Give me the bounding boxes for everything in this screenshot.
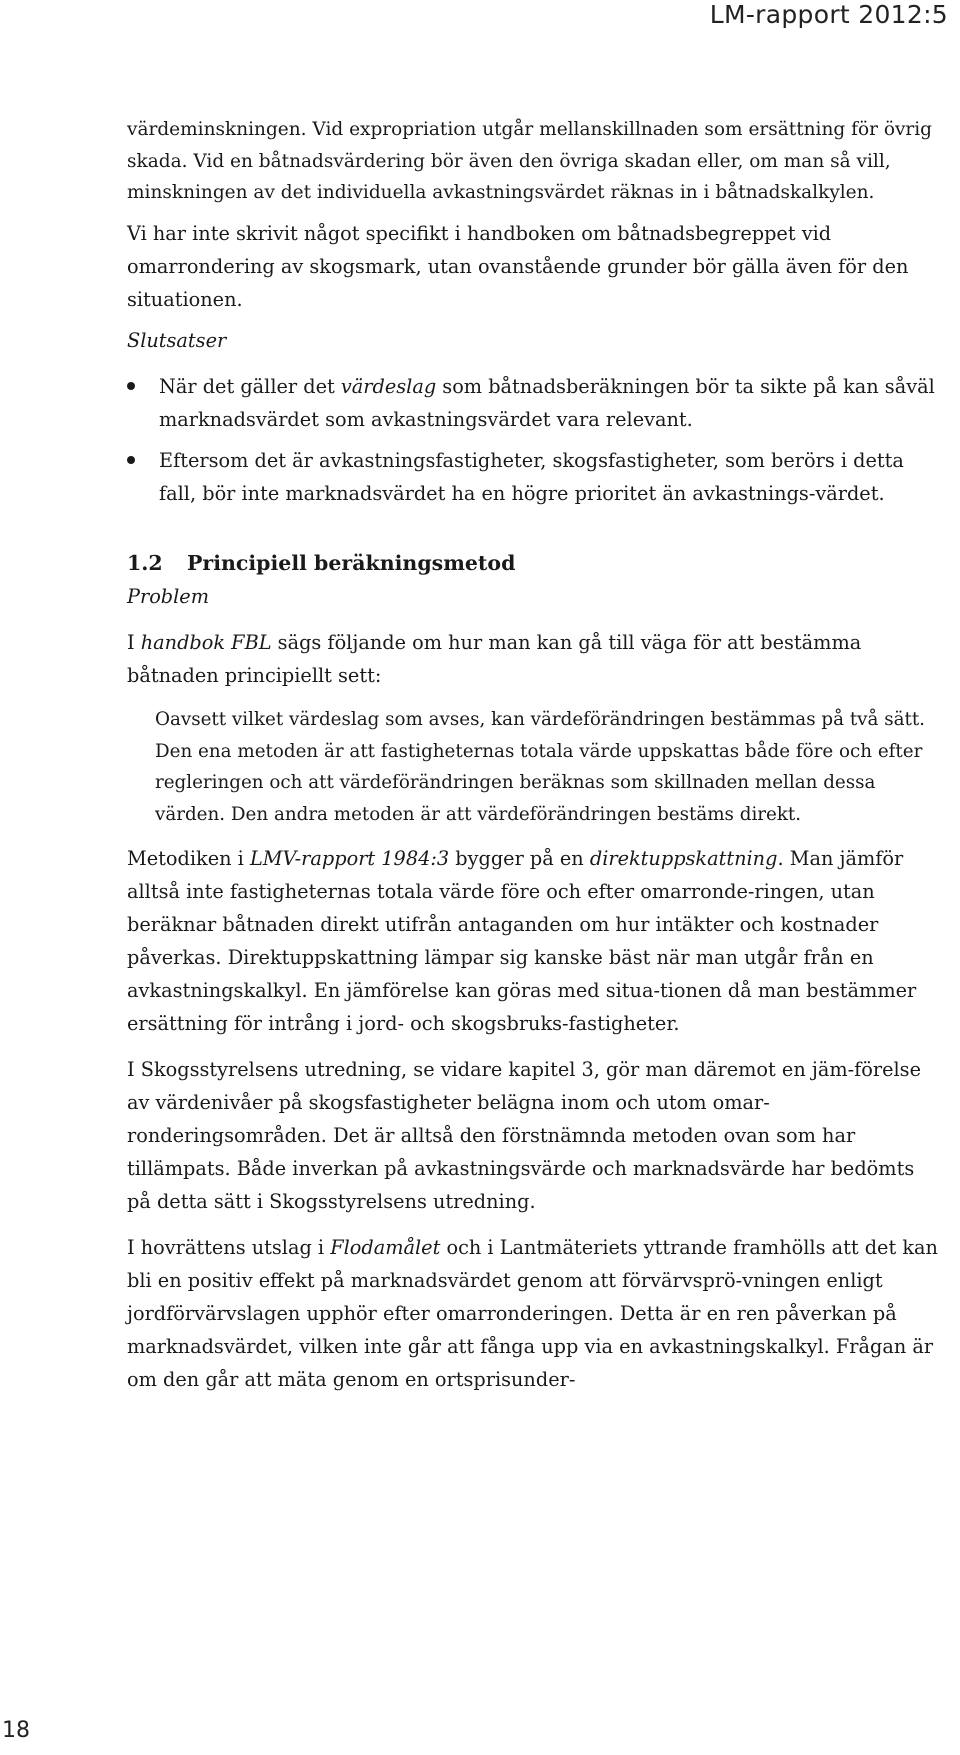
section-title: Principiell beräkningsmetod [187, 551, 516, 576]
bullet-text: Eftersom det är avkastningsfastigheter, skogsfastigheter, som berörs i detta fall, bör inte marknadsvärdet ha en högre prioritet än avkastnings-värdet. [159, 449, 904, 506]
paragraph-5: I Skogsstyrelsens utredning, se vidare kapitel 3, gör man däremot en jäm-förelse av värdenivåer på skogsfastigheter belägna inom och utom omar-ronderingsområden. Det är alltså den förstnämnda metoden ovan som har tillämpats. Både inverkan på avkastningsvärde och marknadsvärde har bedömts på detta sätt i Skogsstyrelsens utredning. [127, 1058, 921, 1214]
conclusions-list [127, 370, 939, 510]
paragraph-2: Vi har inte skrivit något specifikt i handboken om båtnadsbegreppet vid omarrondering av skogsmark, utan ovanstående grunder bör gälla även för den situationen. [127, 222, 909, 312]
paragraph-1: värdeminskningen. Vid expropriation utgår mellanskillnaden som ersättning för övrig skada. Vid en båtnadsvärdering bör även den övriga skadan eller, om man så vill, minskningen av det individuella avkastningsvärdet räknas in i båtnadskalkylen. [127, 119, 933, 204]
paragraph-6-pre: I hovrättens utslag i [127, 1236, 331, 1260]
page-body [127, 114, 939, 1396]
paragraph-3-emphasis: handbok FBL [140, 631, 272, 655]
paragraph-3 [127, 626, 939, 692]
paragraph-4-emphasis-1: LMV-rapport 1984:3 [249, 847, 450, 871]
paragraph-3-pre: I [127, 631, 141, 655]
bullet-text-emphasis: värdeslag [340, 375, 437, 399]
section-heading [127, 546, 939, 580]
conclusion-item [127, 370, 939, 436]
paragraph-4 [127, 842, 939, 1040]
paragraph-6-post: och i Lantmäteriets yttrande framhölls att det kan bli en positiv effekt på marknadsvärdet genom att förvärvsprö-vningen enligt jordförvärvslagen upphör efter omarronderingen. Detta är en ren påverkan på marknadsvärdet, vilken inte går att fånga upp via en avkastningskalkyl. Frågan är om den går att mäta genom en ortsprisunder- [127, 1236, 938, 1392]
paragraph-4-emphasis-2: direktuppskattning [589, 847, 778, 871]
paragraph-4-post: . Man jämför alltså inte fastigheternas totala värde före och efter omarronde-ringen, utan beräknar båtnaden direkt utifrån antaganden om hur intäkter och kostnader påverkas. Direktuppskattning lämpar sig kanske bäst när man utgår från en avkastningskalkyl. En jämförelse kan göras med situa-tionen då man bestämmer ersättning för intrång i jord- och skogsbruks-fastigheter. [127, 847, 917, 1036]
page-number: 18 [2, 1718, 30, 1743]
conclusion-item [127, 444, 939, 510]
paragraph-6-emphasis: Flodamålet [330, 1236, 441, 1260]
paragraph-3-post: sägs följande om hur man kan gå till väga för att bestämma båtnaden principiellt sett: [127, 631, 862, 688]
bullet-text-post: som båtnadsberäkningen bör ta sikte på kan såväl marknadsvärdet som avkastningsvärdet vara relevant. [159, 375, 935, 432]
paragraph-6 [127, 1231, 939, 1396]
problem-label: Problem [127, 585, 210, 609]
block-quote: Oavsett vilket värdeslag som avses, kan värdeförändringen bestämmas på två sätt. Den ena metoden är att fastigheternas totala värde uppskattas både före och efter regleringen och att värdeförändringen beräknas som skillnaden mellan dessa värden. Den andra metoden är att värdeförändringen bestäms direkt. [155, 709, 925, 825]
section-number: 1.2 [127, 551, 163, 576]
bullet-text-pre: När det gäller det [159, 375, 341, 399]
running-header: LM-rapport 2012:5 [709, 0, 948, 29]
conclusions-label: Slutsatser [127, 329, 227, 353]
bullet-icon [127, 456, 135, 464]
paragraph-4-pre: Metodiken i [127, 847, 250, 871]
paragraph-4-mid: bygger på en [449, 847, 590, 871]
bullet-icon [127, 382, 135, 390]
